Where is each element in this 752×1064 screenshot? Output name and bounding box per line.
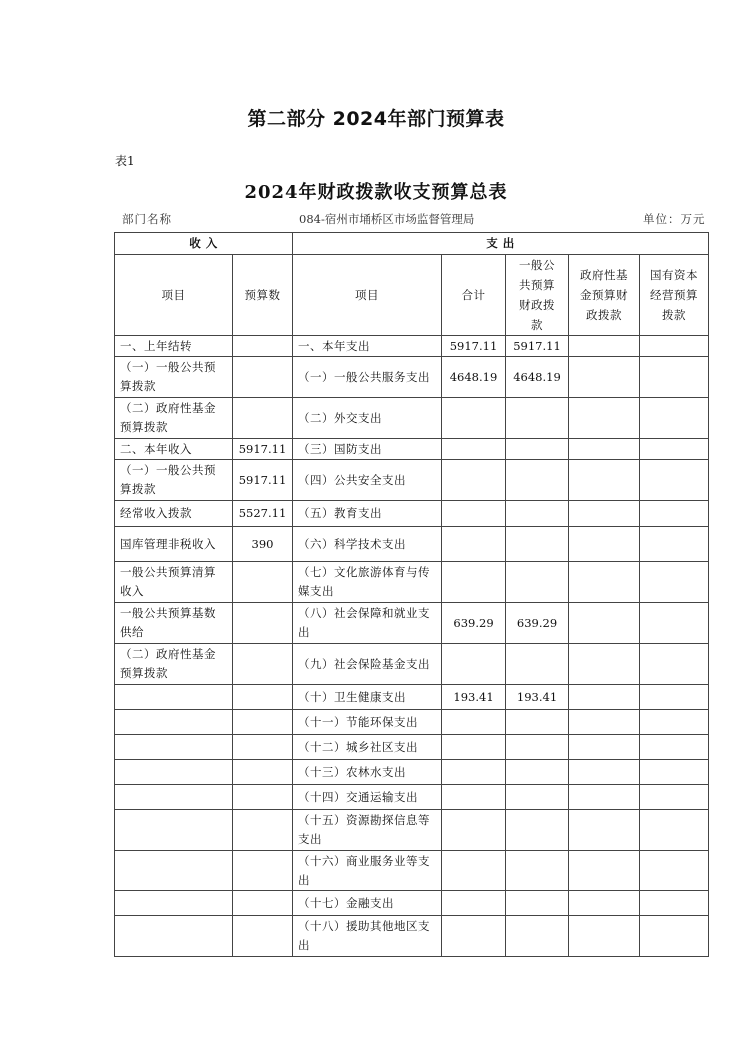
fund-budget-amount bbox=[569, 891, 640, 916]
income-amount: 5917.11 bbox=[233, 460, 293, 501]
table-row bbox=[115, 562, 709, 603]
general-budget-amount bbox=[506, 810, 569, 851]
income-amount bbox=[233, 710, 293, 735]
col-total: 合计 bbox=[442, 255, 506, 336]
income-amount bbox=[233, 891, 293, 916]
expense-total bbox=[442, 439, 506, 460]
expense-item: （十六）商业服务业等支出 bbox=[293, 851, 442, 891]
general-budget-amount: 5917.11 bbox=[506, 336, 569, 357]
general-budget-amount bbox=[506, 710, 569, 735]
income-amount bbox=[233, 916, 293, 957]
fund-budget-amount bbox=[569, 785, 640, 810]
income-item bbox=[115, 810, 233, 851]
fund-budget-amount bbox=[569, 562, 640, 603]
table-row bbox=[115, 439, 709, 460]
column-header-row bbox=[115, 255, 709, 336]
general-budget-amount: 193.41 bbox=[506, 685, 569, 710]
income-item bbox=[115, 785, 233, 810]
general-budget-amount bbox=[506, 398, 569, 439]
fund-budget-amount bbox=[569, 336, 640, 357]
fund-budget-amount bbox=[569, 460, 640, 501]
state-capital-amount bbox=[640, 810, 709, 851]
income-item: 经常收入拨款 bbox=[115, 501, 233, 527]
state-capital-amount bbox=[640, 603, 709, 644]
income-amount bbox=[233, 735, 293, 760]
expense-total bbox=[442, 785, 506, 810]
state-capital-amount bbox=[640, 644, 709, 685]
fund-budget-amount bbox=[569, 501, 640, 527]
general-budget-amount bbox=[506, 460, 569, 501]
income-item bbox=[115, 685, 233, 710]
state-capital-amount bbox=[640, 336, 709, 357]
expense-item: （十一）节能环保支出 bbox=[293, 710, 442, 735]
income-header: 收 入 bbox=[115, 233, 293, 255]
fund-budget-amount bbox=[569, 685, 640, 710]
income-item bbox=[115, 710, 233, 735]
state-capital-amount bbox=[640, 460, 709, 501]
income-amount bbox=[233, 562, 293, 603]
income-amount bbox=[233, 336, 293, 357]
table-row bbox=[115, 710, 709, 735]
state-capital-amount bbox=[640, 398, 709, 439]
general-budget-amount bbox=[506, 735, 569, 760]
state-capital-amount bbox=[640, 851, 709, 891]
expense-total bbox=[442, 644, 506, 685]
expense-total bbox=[442, 398, 506, 439]
income-amount bbox=[233, 851, 293, 891]
general-budget-amount bbox=[506, 891, 569, 916]
department-label: 部门名称 bbox=[122, 212, 172, 226]
income-amount: 5527.11 bbox=[233, 501, 293, 527]
expense-total bbox=[442, 810, 506, 851]
income-item: （二）政府性基金预算拨款 bbox=[115, 644, 233, 685]
general-budget-amount bbox=[506, 562, 569, 603]
income-amount bbox=[233, 810, 293, 851]
general-budget-amount: 4648.19 bbox=[506, 357, 569, 398]
expense-item: （五）教育支出 bbox=[293, 501, 442, 527]
general-budget-amount bbox=[506, 501, 569, 527]
fund-budget-amount bbox=[569, 851, 640, 891]
fund-budget-amount bbox=[569, 357, 640, 398]
state-capital-amount bbox=[640, 527, 709, 562]
expense-header: 支 出 bbox=[293, 233, 709, 255]
general-budget-amount bbox=[506, 644, 569, 685]
expense-item: （三）国防支出 bbox=[293, 439, 442, 460]
expense-item: （一）一般公共服务支出 bbox=[293, 357, 442, 398]
expense-item: （十七）金融支出 bbox=[293, 891, 442, 916]
income-amount bbox=[233, 357, 293, 398]
income-item: 一般公共预算基数供给 bbox=[115, 603, 233, 644]
expense-total bbox=[442, 891, 506, 916]
general-budget-amount bbox=[506, 760, 569, 785]
state-capital-amount bbox=[640, 710, 709, 735]
fund-budget-amount bbox=[569, 439, 640, 460]
income-item: 二、本年收入 bbox=[115, 439, 233, 460]
department-name: 084-宿州市埇桥区市场监督管理局 bbox=[299, 212, 475, 226]
fund-budget-amount bbox=[569, 760, 640, 785]
expense-total bbox=[442, 460, 506, 501]
general-budget-amount bbox=[506, 851, 569, 891]
state-capital-amount bbox=[640, 785, 709, 810]
income-item: 国库管理非税收入 bbox=[115, 527, 233, 562]
col-general-budget: 一般公共预算财政拨款 bbox=[506, 255, 569, 336]
income-amount: 5917.11 bbox=[233, 439, 293, 460]
income-amount: 390 bbox=[233, 527, 293, 562]
general-budget-amount bbox=[506, 439, 569, 460]
expense-total: 5917.11 bbox=[442, 336, 506, 357]
table-row bbox=[115, 891, 709, 916]
table-row bbox=[115, 735, 709, 760]
income-item: 一般公共预算清算收入 bbox=[115, 562, 233, 603]
fund-budget-amount bbox=[569, 527, 640, 562]
unit-label: 单位：万元 bbox=[643, 212, 706, 226]
expense-item: （四）公共安全支出 bbox=[293, 460, 442, 501]
col-state-capital: 国有资本经营预算拨款 bbox=[640, 255, 709, 336]
income-item bbox=[115, 760, 233, 785]
expense-total bbox=[442, 735, 506, 760]
table-row bbox=[115, 501, 709, 527]
income-amount bbox=[233, 685, 293, 710]
expense-total bbox=[442, 851, 506, 891]
income-amount bbox=[233, 785, 293, 810]
state-capital-amount bbox=[640, 760, 709, 785]
state-capital-amount bbox=[640, 891, 709, 916]
expense-item: 一、本年支出 bbox=[293, 336, 442, 357]
expense-item: （十四）交通运输支出 bbox=[293, 785, 442, 810]
general-budget-amount: 639.29 bbox=[506, 603, 569, 644]
state-capital-amount bbox=[640, 916, 709, 957]
income-amount bbox=[233, 760, 293, 785]
fund-budget-amount bbox=[569, 644, 640, 685]
expense-item: （十三）农林水支出 bbox=[293, 760, 442, 785]
budget-table bbox=[114, 232, 709, 957]
fund-budget-amount bbox=[569, 735, 640, 760]
general-budget-amount bbox=[506, 785, 569, 810]
fund-budget-amount bbox=[569, 810, 640, 851]
income-item: （二）政府性基金预算拨款 bbox=[115, 398, 233, 439]
income-item: （一）一般公共预算拨款 bbox=[115, 460, 233, 501]
income-item: 一、上年结转 bbox=[115, 336, 233, 357]
table-row bbox=[115, 685, 709, 710]
table-number: 表1 bbox=[115, 154, 135, 168]
table-row bbox=[115, 810, 709, 851]
expense-item: （八）社会保障和就业支出 bbox=[293, 603, 442, 644]
col-fund-budget: 政府性基金预算财政拨款 bbox=[569, 255, 640, 336]
general-budget-amount bbox=[506, 527, 569, 562]
col-income-item: 项目 bbox=[115, 255, 233, 336]
income-item bbox=[115, 851, 233, 891]
general-budget-amount bbox=[506, 916, 569, 957]
expense-item: （六）科学技术支出 bbox=[293, 527, 442, 562]
table-row bbox=[115, 336, 709, 357]
expense-total bbox=[442, 710, 506, 735]
fund-budget-amount bbox=[569, 916, 640, 957]
income-amount bbox=[233, 398, 293, 439]
table-row bbox=[115, 603, 709, 644]
income-item bbox=[115, 735, 233, 760]
expense-item: （二）外交支出 bbox=[293, 398, 442, 439]
table-row bbox=[115, 644, 709, 685]
income-amount bbox=[233, 644, 293, 685]
table-row bbox=[115, 527, 709, 562]
table-row bbox=[115, 357, 709, 398]
col-income-budget: 预算数 bbox=[233, 255, 293, 336]
state-capital-amount bbox=[640, 439, 709, 460]
expense-total: 639.29 bbox=[442, 603, 506, 644]
fund-budget-amount bbox=[569, 398, 640, 439]
expense-item: （九）社会保险基金支出 bbox=[293, 644, 442, 685]
expense-item: （七）文化旅游体育与传媒支出 bbox=[293, 562, 442, 603]
table-row bbox=[115, 398, 709, 439]
expense-total bbox=[442, 916, 506, 957]
state-capital-amount bbox=[640, 735, 709, 760]
income-item: （一）一般公共预算拨款 bbox=[115, 357, 233, 398]
table-row bbox=[115, 851, 709, 891]
expense-item: （十五）资源勘探信息等支出 bbox=[293, 810, 442, 851]
table-row bbox=[115, 760, 709, 785]
state-capital-amount bbox=[640, 357, 709, 398]
table-row bbox=[115, 916, 709, 957]
state-capital-amount bbox=[640, 562, 709, 603]
expense-total bbox=[442, 760, 506, 785]
expense-total: 4648.19 bbox=[442, 357, 506, 398]
expense-item: （十二）城乡社区支出 bbox=[293, 735, 442, 760]
part-title: 第二部分 2024年部门预算表 bbox=[247, 108, 505, 130]
expense-total bbox=[442, 501, 506, 527]
state-capital-amount bbox=[640, 685, 709, 710]
table-title: 2024年财政拨款收支预算总表 bbox=[244, 182, 508, 203]
income-amount bbox=[233, 603, 293, 644]
income-item bbox=[115, 916, 233, 957]
table-row bbox=[115, 460, 709, 501]
expense-total bbox=[442, 562, 506, 603]
expense-total: 193.41 bbox=[442, 685, 506, 710]
state-capital-amount bbox=[640, 501, 709, 527]
expense-item: （十）卫生健康支出 bbox=[293, 685, 442, 710]
section-header-row bbox=[115, 233, 709, 255]
expense-total bbox=[442, 527, 506, 562]
fund-budget-amount bbox=[569, 710, 640, 735]
fund-budget-amount bbox=[569, 603, 640, 644]
expense-item: （十八）援助其他地区支出 bbox=[293, 916, 442, 957]
col-expense-item: 项目 bbox=[293, 255, 442, 336]
income-item bbox=[115, 891, 233, 916]
table-row bbox=[115, 785, 709, 810]
